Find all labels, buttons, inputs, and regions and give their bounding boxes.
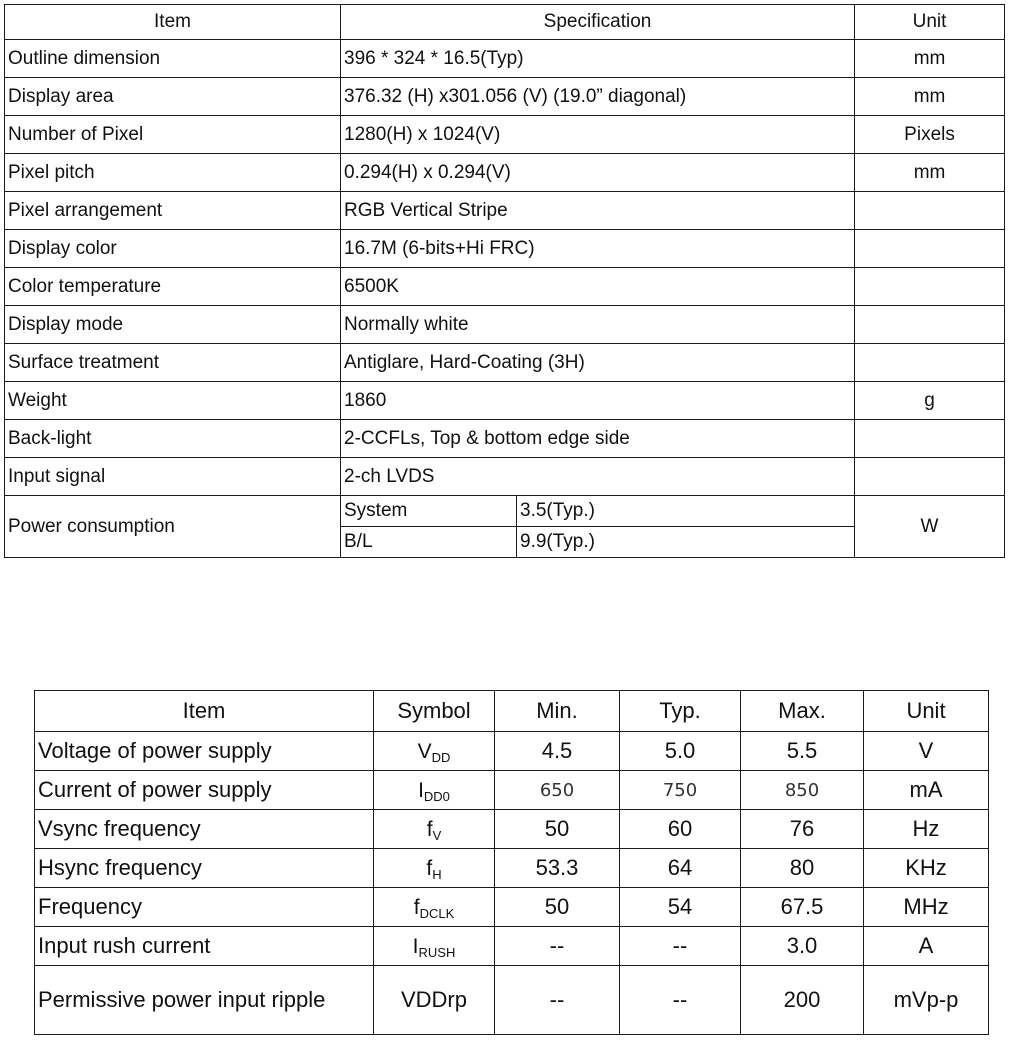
param-item: Frequency (35, 888, 374, 927)
spec-value: 16.7M (6-bits+Hi FRC) (341, 230, 855, 268)
power-sub-label: B/L (341, 527, 517, 558)
table-row (5, 78, 1005, 116)
param-min: 50 (495, 888, 620, 927)
spec-unit (855, 458, 1005, 496)
param-typ: 64 (620, 849, 741, 888)
param-unit: MHz (864, 888, 989, 927)
param-max: 3.0 (741, 927, 864, 966)
table-row (35, 771, 989, 810)
param-symbol (374, 849, 495, 888)
spec-unit: mm (855, 78, 1005, 116)
param-unit: V (864, 732, 989, 771)
table-row (35, 810, 989, 849)
table-row (35, 849, 989, 888)
param-min: 53.3 (495, 849, 620, 888)
table-row (35, 927, 989, 966)
symbol-main: f (426, 817, 433, 841)
symbol-subscript: H (432, 866, 442, 882)
header-unit: Unit (855, 5, 1005, 40)
symbol-main: I (418, 778, 424, 802)
spec-item: Input signal (5, 458, 341, 496)
param-typ: 750 (620, 771, 741, 810)
param-item: Input rush current (35, 927, 374, 966)
power-row-system (5, 496, 1005, 527)
param-max: 5.5 (741, 732, 864, 771)
spec-unit (855, 306, 1005, 344)
symbol-main: f (426, 856, 433, 880)
table-row (5, 268, 1005, 306)
param-symbol: VDDrp (374, 966, 495, 1035)
spec-item: Color temperature (5, 268, 341, 306)
spec-value: 2-ch LVDS (341, 458, 855, 496)
spec-unit: mm (855, 40, 1005, 78)
param-typ: -- (620, 966, 741, 1035)
param-max: 200 (741, 966, 864, 1035)
spec-item: Pixel pitch (5, 154, 341, 192)
header-typ: Typ. (620, 691, 741, 732)
spec-header-row (5, 5, 1005, 40)
spec-item: Weight (5, 382, 341, 420)
spec-value: 2-CCFLs, Top & bottom edge side (341, 420, 855, 458)
param-min: 4.5 (495, 732, 620, 771)
header-item: Item (35, 691, 374, 732)
symbol-subscript: DD0 (423, 788, 450, 804)
param-item: Permissive power input ripple (35, 966, 374, 1035)
spec-value: Antiglare, Hard-Coating (3H) (341, 344, 855, 382)
table-row (5, 116, 1005, 154)
spec-unit (855, 230, 1005, 268)
param-symbol (374, 927, 495, 966)
spec-item: Display color (5, 230, 341, 268)
spec-item: Pixel arrangement (5, 192, 341, 230)
symbol-subscript: V (432, 827, 442, 843)
spec-unit (855, 192, 1005, 230)
param-unit: A (864, 927, 989, 966)
spec-value: 1860 (341, 382, 855, 420)
param-unit: mVp-p (864, 966, 989, 1035)
param-typ: 60 (620, 810, 741, 849)
spec-unit: g (855, 382, 1005, 420)
table-row (5, 382, 1005, 420)
param-symbol (374, 888, 495, 927)
spec-unit (855, 344, 1005, 382)
symbol-main: I (412, 934, 419, 958)
power-sub-value: 9.9(Typ.) (517, 527, 855, 558)
header-specification: Specification (341, 5, 855, 40)
table-row (5, 40, 1005, 78)
spec-value: 396 * 324 * 16.5(Typ) (341, 40, 855, 78)
param-max: 850 (741, 771, 864, 810)
param-unit: KHz (864, 849, 989, 888)
param-typ: 5.0 (620, 732, 741, 771)
spec-item: Display area (5, 78, 341, 116)
param-symbol (374, 771, 495, 810)
param-min: 650 (495, 771, 620, 810)
spec-item: Back-light (5, 420, 341, 458)
table-row (5, 230, 1005, 268)
table-row (35, 732, 989, 771)
param-item: Voltage of power supply (35, 732, 374, 771)
param-symbol (374, 810, 495, 849)
header-item: Item (5, 5, 341, 40)
param-unit: Hz (864, 810, 989, 849)
table-row (35, 966, 989, 1035)
table-row (5, 344, 1005, 382)
spec-value: RGB Vertical Stripe (341, 192, 855, 230)
electrical-header-row (35, 691, 989, 732)
param-min: -- (495, 966, 620, 1035)
table-row (5, 306, 1005, 344)
param-item: Current of power supply (35, 771, 374, 810)
spec-value: 1280(H) x 1024(V) (341, 116, 855, 154)
spec-value: 0.294(H) x 0.294(V) (341, 154, 855, 192)
param-min: 50 (495, 810, 620, 849)
spec-value: 6500K (341, 268, 855, 306)
spec-item: Outline dimension (5, 40, 341, 78)
table-row (5, 458, 1005, 496)
symbol-main: f (413, 895, 420, 919)
param-unit: mA (864, 771, 989, 810)
symbol-subscript: DD (431, 749, 451, 765)
table-row (35, 888, 989, 927)
electrical-characteristics-table (34, 690, 989, 1035)
param-symbol (374, 732, 495, 771)
param-typ: 54 (620, 888, 741, 927)
param-min: -- (495, 927, 620, 966)
spec-value: 376.32 (H) x301.056 (V) (19.0” diagonal) (341, 78, 855, 116)
param-item: Hsync frequency (35, 849, 374, 888)
header-unit: Unit (864, 691, 989, 732)
spec-item: Number of Pixel (5, 116, 341, 154)
spec-unit (855, 420, 1005, 458)
spec-value: Normally white (341, 306, 855, 344)
symbol-subscript: RUSH (418, 944, 456, 960)
param-typ: -- (620, 927, 741, 966)
header-symbol: Symbol (374, 691, 495, 732)
general-spec-table (4, 4, 1005, 558)
param-max: 80 (741, 849, 864, 888)
table-row (5, 192, 1005, 230)
header-min: Min. (495, 691, 620, 732)
header-max: Max. (741, 691, 864, 732)
spec-unit: Pixels (855, 116, 1005, 154)
table-row (5, 420, 1005, 458)
spec-unit (855, 268, 1005, 306)
power-sub-label: System (341, 496, 517, 527)
symbol-subscript: DCLK (419, 905, 455, 921)
power-consumption-item: Power consumption (5, 496, 341, 558)
param-item: Vsync frequency (35, 810, 374, 849)
spec-item: Display mode (5, 306, 341, 344)
power-sub-value: 3.5(Typ.) (517, 496, 855, 527)
power-consumption-unit: W (855, 496, 1005, 558)
symbol-main: V (417, 739, 432, 763)
table-row (5, 154, 1005, 192)
param-max: 67.5 (741, 888, 864, 927)
spec-item: Surface treatment (5, 344, 341, 382)
param-max: 76 (741, 810, 864, 849)
spec-unit: mm (855, 154, 1005, 192)
